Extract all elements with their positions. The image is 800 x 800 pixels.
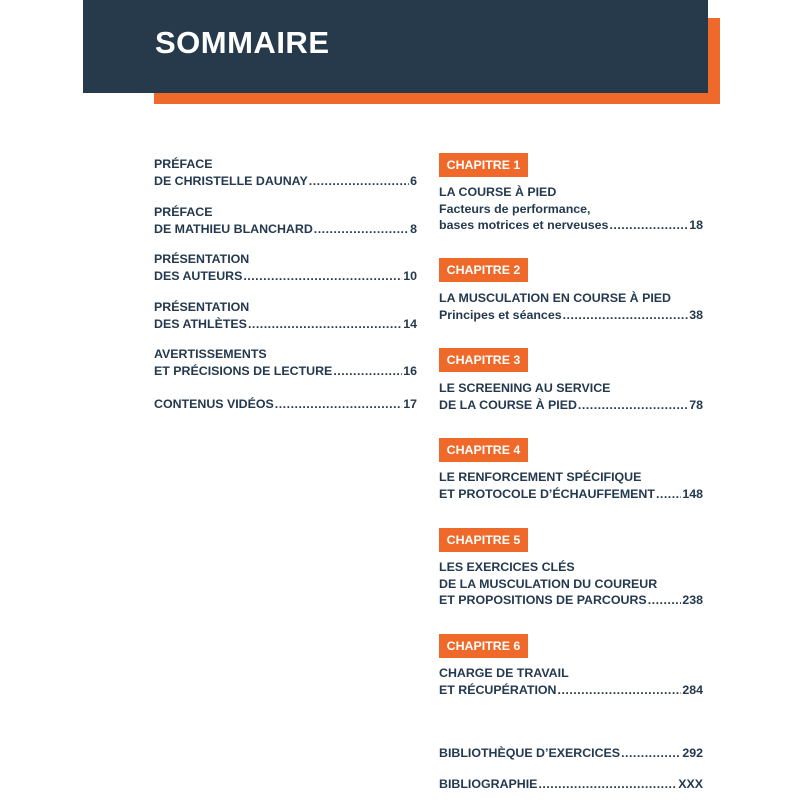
toc-entry-line: LA MUSCULATION EN COURSE À PIED [439, 291, 671, 305]
dot-leader [538, 776, 677, 793]
toc-page-number: 38 [689, 307, 703, 322]
toc-entry-avertissements[interactable] [154, 346, 417, 379]
toc-page-number: 292 [682, 746, 703, 760]
toc-entry-videos[interactable] [154, 396, 417, 413]
toc-entry-title: DE MATHIEU BLANCHARD [154, 221, 313, 236]
toc-page-number: 18 [689, 218, 703, 232]
toc-entry-auteurs[interactable] [154, 251, 417, 284]
chapter-badge-6: CHAPITRE 6 [439, 634, 528, 658]
toc-page-number: 148 [682, 486, 703, 501]
toc-entry-title: DE LA COURSE À PIED [439, 397, 577, 412]
toc-page-number: 17 [403, 397, 417, 411]
dot-leader [314, 221, 409, 238]
toc-entry-line: LE SCREENING AU SERVICE [439, 381, 611, 395]
toc-entry-title: BIBLIOGRAPHIE [439, 777, 538, 791]
dot-leader [275, 396, 402, 413]
toc-entry-bibliotheque[interactable] [439, 745, 703, 762]
dot-leader [333, 363, 402, 380]
toc-page-number: 14 [403, 316, 417, 331]
toc-entry-title: Principes et séances [439, 307, 562, 322]
dot-leader [558, 682, 682, 699]
dot-leader [656, 486, 681, 503]
toc-entry-chapter-2[interactable] [439, 290, 703, 323]
toc-entry-line: LA COURSE À PIED [439, 185, 557, 199]
toc-entry-chapter-5[interactable] [439, 559, 703, 609]
toc-entry-bibliographie[interactable] [439, 776, 703, 793]
toc-entry-athletes[interactable] [154, 299, 417, 332]
dot-leader [578, 397, 688, 414]
dot-leader [563, 307, 689, 324]
toc-page-number: 6 [410, 173, 417, 188]
toc-entry-line: PRÉFACE [154, 157, 213, 171]
toc-entry-preface-daunay[interactable] [154, 156, 417, 189]
toc-entry-chapter-1[interactable] [439, 184, 703, 234]
toc-entry-preface-blanchard[interactable] [154, 204, 417, 237]
toc-page-number: XXX [678, 777, 703, 791]
toc-entry-title: ET RÉCUPÉRATION [439, 682, 557, 697]
toc-entry-line: Facteurs de performance, [439, 201, 591, 216]
toc-entry-title: DES ATHLÈTES [154, 316, 247, 331]
dot-leader [609, 217, 688, 234]
toc-entry-chapter-6[interactable] [439, 665, 703, 698]
dot-leader [248, 316, 402, 333]
dot-leader [648, 592, 682, 609]
toc-entry-title: ET PRÉCISIONS DE LECTURE [154, 363, 333, 378]
toc-page-number: 78 [689, 397, 703, 412]
toc-entry-title: bases motrices et nerveuses [439, 218, 609, 232]
toc-entry-line: LES EXERCICES CLÉS [439, 560, 575, 574]
header-banner [83, 0, 708, 93]
toc-entry-line: PRÉSENTATION [154, 252, 250, 266]
chapter-badge-3: CHAPITRE 3 [439, 348, 528, 372]
toc-entry-title: ET PROPOSITIONS DE PARCOURS [439, 593, 647, 607]
toc-page-number: 238 [682, 593, 703, 607]
chapter-badge-5: CHAPITRE 5 [439, 528, 528, 552]
toc-entry-chapter-3[interactable] [439, 380, 703, 413]
dot-leader [243, 268, 402, 285]
toc-entry-title: CONTENUS VIDÉOS [154, 397, 274, 411]
toc-entry-title: ET PROTOCOLE D’ÉCHAUFFEMENT [439, 486, 655, 501]
toc-entry-line: DE LA MUSCULATION DU COUREUR [439, 576, 658, 591]
toc-entry-line: CHARGE DE TRAVAIL [439, 666, 569, 680]
page-title: SOMMAIRE [155, 25, 330, 60]
toc-page-number: 284 [682, 682, 703, 697]
chapter-badge-1: CHAPITRE 1 [439, 153, 528, 177]
toc-page-number: 10 [403, 268, 417, 283]
toc-page-number: 8 [410, 221, 417, 236]
toc-entry-line: PRÉSENTATION [154, 300, 250, 314]
toc-entry-title: DE CHRISTELLE DAUNAY [154, 173, 308, 188]
toc-entry-line: AVERTISSEMENTS [154, 347, 267, 361]
toc-entry-line: PRÉFACE [154, 205, 213, 219]
toc-page-number: 16 [403, 363, 417, 378]
chapter-badge-2: CHAPITRE 2 [439, 258, 528, 282]
chapter-badge-4: CHAPITRE 4 [439, 438, 528, 462]
dot-leader [309, 173, 409, 190]
toc-entry-chapter-4[interactable] [439, 469, 703, 502]
toc-entry-title: DES AUTEURS [154, 268, 243, 283]
toc-entry-line: LE RENFORCEMENT SPÉCIFIQUE [439, 470, 642, 484]
toc-entry-title: BIBLIOTHÈQUE D’EXERCICES [439, 746, 621, 760]
dot-leader [621, 745, 681, 762]
